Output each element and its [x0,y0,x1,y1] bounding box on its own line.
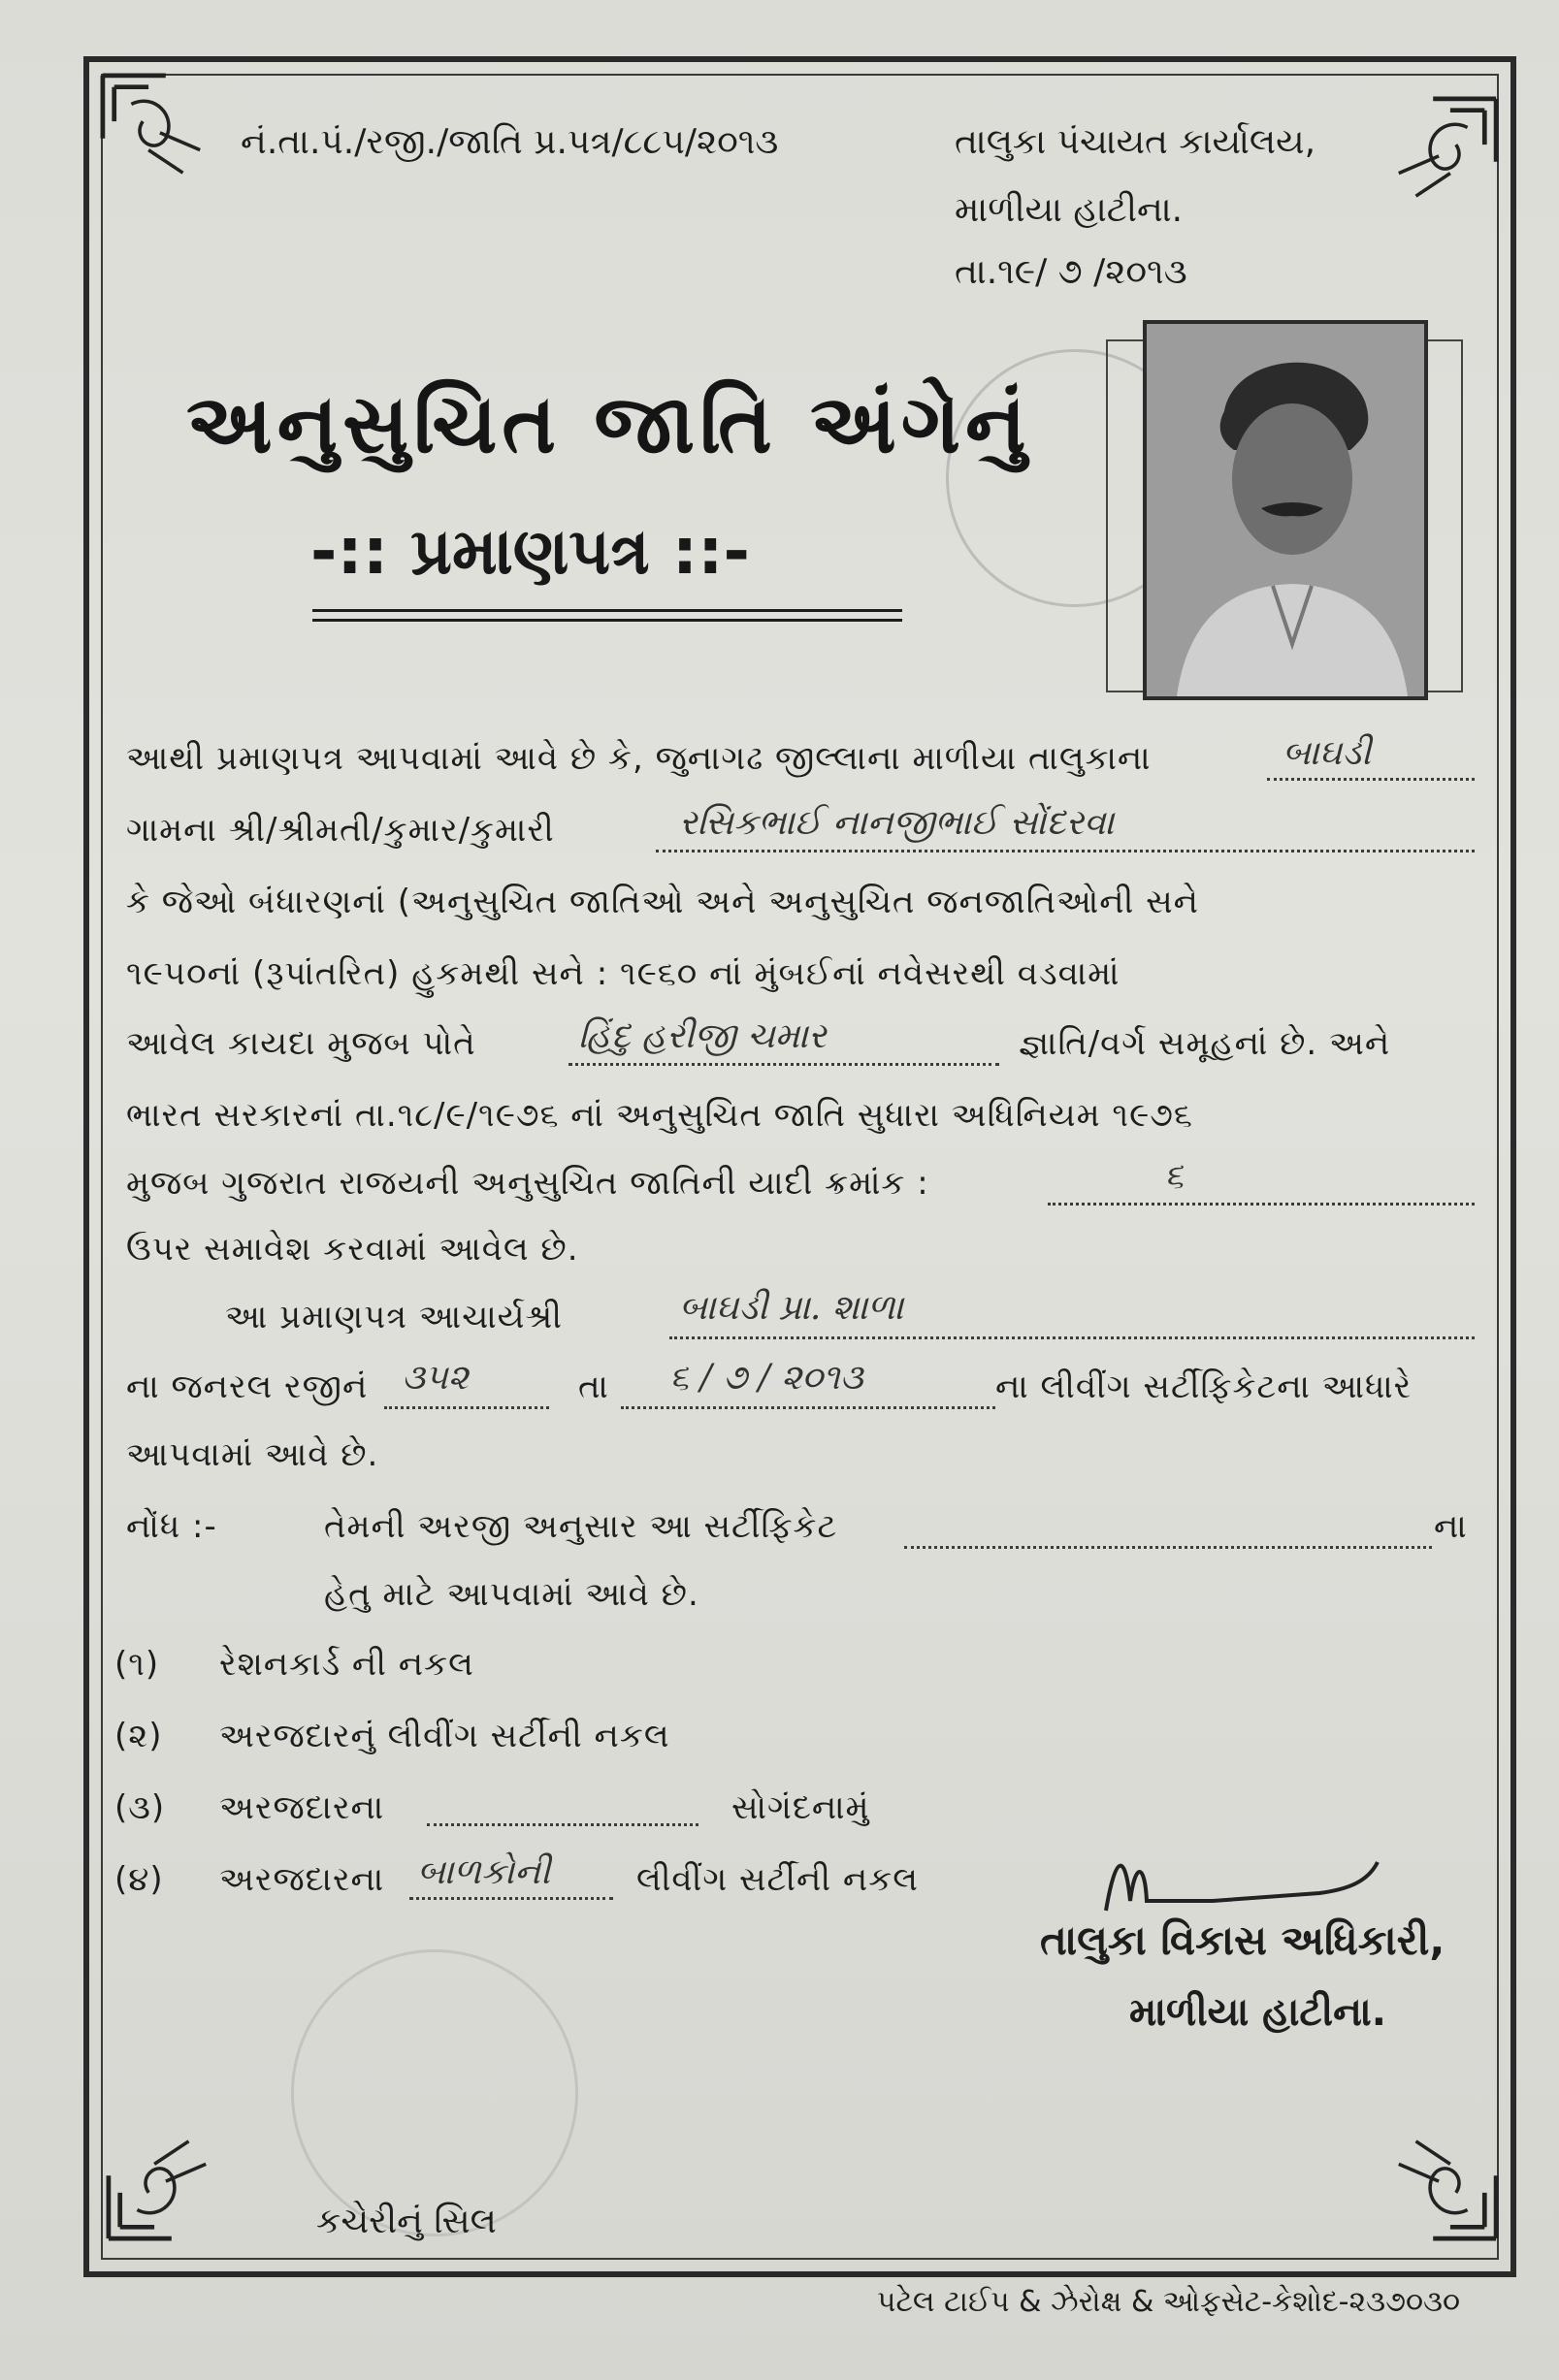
note-label: નોંધ :- [126,1507,217,1546]
body-line-5-tail: જ્ઞાતિ/વર્ગ સમૂહનાં છે. અને [1019,1024,1391,1063]
office-place: માળીયા હાટીના. [955,190,1184,230]
note-text: તેમની અરજી અનુસાર આ સર્ટીફિકેટ [324,1507,838,1546]
person-photo-icon [1147,324,1428,700]
office-name: તાલુકા પંચાયત કાર્યાલય, [955,122,1316,162]
corner-ornament-icon [97,70,211,184]
fill-line [427,1823,698,1826]
issue-date: તા.૧૯/ ૭ /૨૦૧૩ [955,252,1187,292]
signatory-place: માળીયા હાટીના. [1129,1990,1386,2035]
fill-line [568,1063,999,1066]
title-underline [312,619,902,622]
attachment-item: અરજદારના [219,1860,385,1899]
title-underline [312,609,902,612]
corner-ornament-icon [1387,2130,1502,2244]
fill-line [384,1406,549,1409]
school-name: બાઘડી પ્રા. શાળા [679,1288,904,1328]
body-line-3: કે જેઓ બંધારણનાં (અનુસુચિત જાતિઓ અને અનુસુચિત જનજાતિઓની સને [126,883,1200,921]
attachment-item-tail: લીવીંગ સર્ટીની નકલ [636,1860,919,1899]
note-tail: ના [1434,1507,1468,1546]
attachment-item: અરજદારના [219,1788,385,1827]
applicant-name: રસિકભાઈ નાનજીભાઈ સોંદરવા [679,803,1115,843]
attachment-number: (૪) [114,1860,164,1899]
village-name: બાઘડી [1283,733,1372,773]
fill-line [669,1336,1475,1339]
body-line-5: આવેલ કાયદા મુજબ પોતે [126,1024,476,1063]
register-number: ૩૫૨ [402,1358,469,1398]
body-line-8: ઉપર સમાવેશ કરવામાં આવેલ છે. [126,1230,579,1269]
attachment-number: (૧) [114,1645,160,1684]
attachment-item: અરજદારનું લીવીંગ સર્ટીની નકલ [219,1717,670,1755]
body-line-7: મુજબ ગુજરાત રાજયની અનુસુચિત જાતિની યાદી ક્રમાંક : [126,1164,929,1203]
attachment-item-tail: સોગંદનામું [731,1788,870,1827]
fill-line [621,1406,995,1409]
applicant-photo [1143,320,1428,700]
body-line-10-tail: ના લીવીંગ સર્ટીફિકેટના આધારે [995,1367,1413,1406]
date-label: તા [578,1367,609,1406]
fill-line [409,1897,613,1900]
body-line-1: આથી પ્રમાણપત્ર આપવામાં આવે છે કે, જુનાગઢ જીલ્લાના માળીયા તાલુકાના [126,739,1152,778]
fill-line [1267,778,1475,781]
seal-label: કચેરીનું સિલ [316,2202,497,2241]
list-serial-number: ૬ [1164,1156,1185,1196]
fill-line [1048,1203,1475,1206]
fill-line [656,850,1475,852]
fill-line [904,1546,1432,1549]
corner-ornament-icon [103,2130,217,2244]
body-line-4: ૧૯૫૦નાં (રૂપાંતરિત) હુકમથી સને : ૧૯૬૦ નાં મુંબઈનાં નવેસરથી વડવામાં [126,954,1121,993]
certificate-title: અનુસુચિત જાતિ અંગેનું [186,376,1031,471]
caste-name: હિંદુ હરીજી ચમાર [578,1016,827,1056]
office-seal-impression [291,1949,578,2236]
body-line-10: ના જનરલ રજીનં [126,1367,369,1406]
certificate-subtitle: -:: પ્રમાણપત્ર ::- [310,514,750,589]
attachment-number: (૩) [114,1788,166,1827]
note-line-2: હેતુ માટે આપવામાં આવે છે. [324,1575,699,1614]
body-line-9: આ પ્રમાણપત્ર આચાર્યશ્રી [225,1298,563,1336]
register-date: ૬ / ૭ / ૨૦૧૩ [669,1358,863,1398]
signatory-title: તાલુકા વિકાસ અધિકારી, [1040,1916,1445,1964]
body-line-2: ગામના શ્રી/શ્રીમતી/કુમાર/કુમારી [126,811,555,850]
body-line-6: ભારત સરકારનાં તા.૧૮/૯/૧૯૭૬ નાં અનુસુચિત જાતિ સુધારા અધિનિયમ ૧૯૭૬ [126,1096,1193,1135]
attachment-item: રેશનકાર્ડ ની નકલ [219,1645,474,1684]
printer-credit: પટેલ ટાઈપ & ઝેરોક્ષ & ઓફસેટ-કેશોદ-૨૩૭૦૩૦ [877,2285,1461,2319]
reference-number: નં.તા.પં./રજી./જાતિ પ્ર.પત્ર/૮૮૫/૨૦૧૩ [241,122,779,162]
attachment-fill: બાળકોની [417,1852,551,1892]
body-line-11: આપવામાં આવે છે. [126,1435,379,1474]
attachment-number: (૨) [114,1717,163,1755]
corner-ornament-icon [1387,93,1502,208]
